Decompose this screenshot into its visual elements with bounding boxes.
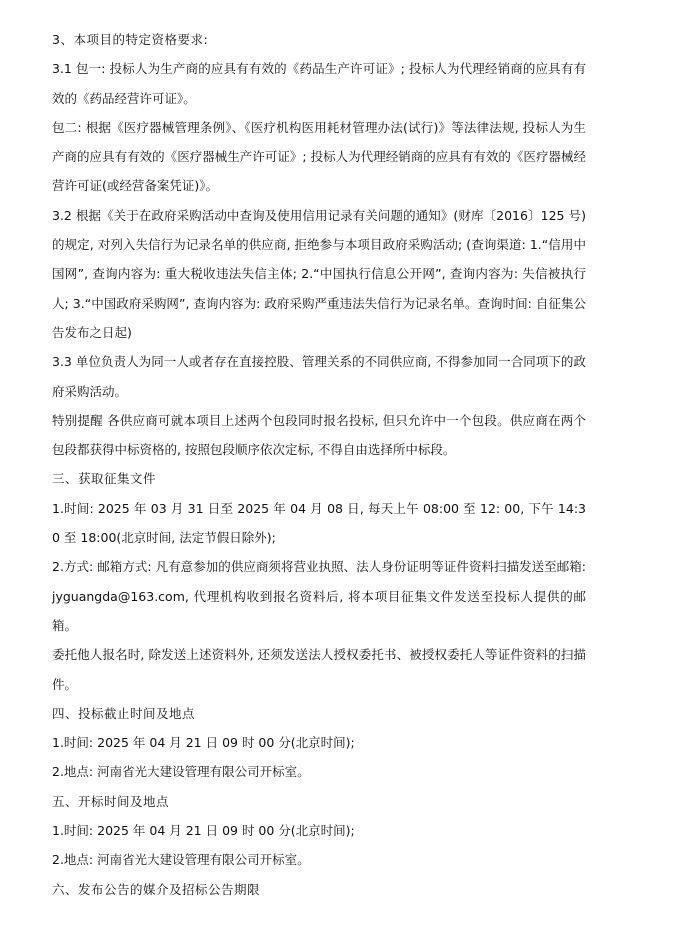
heading-bid-opening: 五、开标时间及地点 xyxy=(52,793,170,809)
paragraph-3-2-credit-record: 3.2 根据《关于在政府采购活动中查询及使用信用记录有关问题的通知》(财库〔2016〕125 号) 的规定, 对列入失信行为记录名单的供应商, 拒绝参与本项目政府采购活动; (查询渠道: 1.“信用中国网”, 查询内容为: 重大税收违法失信主体; 2.“中国执行信息公开网”, 查询内容为: 失信被执行人; 3.“中国政府采购网”, 查询内容为: 政府采购严重违法失信行为记录名单。查询时间: 自征集公告发布之日起) xyxy=(52,207,586,340)
paragraph-3-1-package-1: 3.1 包一: 投标人为生产商的应具有有效的《药品生产许可证》; 投标人为代理经销商的应具有有效的《药品经营许可证》。 xyxy=(52,61,586,106)
paragraph-deadline-place: 2.地点: 河南省光大建设管理有限公司开标室。 xyxy=(52,764,310,780)
document-body xyxy=(52,25,586,904)
paragraph-special-reminder: 特别提醒 各供应商可就本项目上述两个包段同时报名投标, 但只允许中一个包段。供应商在两个包段都获得中标资格的, 按照包段顺序依次定标, 不得自由选择所中标段。 xyxy=(52,412,586,458)
paragraph-opening-time: 1.时间: 2025 年 04 月 21 日 09 时 00 分(北京时间); xyxy=(52,823,355,839)
paragraph-obtain-time: 1.时间: 2025 年 03 月 31 日至 2025 年 04 月 08 日, 每天上午 08:00 至 12: 00, 下午 14:30 至 18:00(北京时间, 法定节假日除外); xyxy=(52,500,586,546)
paragraph-obtain-method: 2.方式: 邮箱方式: 凡有意参加的供应商须将营业执照、法人身份证明等证件资料扫描发送至邮箱: jyguangda@163.com, 代理机构收到报名资料后, 将本项目征集文件发送至投标人提供的邮箱。 xyxy=(52,559,586,633)
heading-obtain-documents: 三、获取征集文件 xyxy=(52,471,157,487)
paragraph-entrust: 委托他人报名时, 除发送上述资料外, 还须发送法人授权委托书、被授权委托人等证件资料的扫描件。 xyxy=(52,647,586,692)
heading-bid-deadline: 四、投标截止时间及地点 xyxy=(52,705,196,721)
paragraph-3-3-related-suppliers: 3.3 单位负责人为同一人或者存在直接控股、管理关系的不同供应商, 不得参加同一合同项下的政府采购活动。 xyxy=(52,354,586,399)
section-3-title: 3、本项目的特定资格要求: xyxy=(52,32,209,47)
paragraph-opening-place: 2.地点: 河南省光大建设管理有限公司开标室。 xyxy=(52,852,310,868)
paragraph-package-2: 包二: 根据《医疗器械管理条例》、《医疗机构医用耗材管理办法(试行)》等法律法规, 投标人为生产商的应具有有效的《医疗器械生产许可证》; 投标人为代理经销商的应具有有效的《医疗器械经营许可证(或经营备案凭证)》。 xyxy=(52,119,586,194)
paragraph-deadline-time: 1.时间: 2025 年 04 月 21 日 09 时 00 分(北京时间); xyxy=(52,735,355,751)
heading-announcement-media: 六、发布公告的媒介及招标公告期限 xyxy=(52,881,261,897)
